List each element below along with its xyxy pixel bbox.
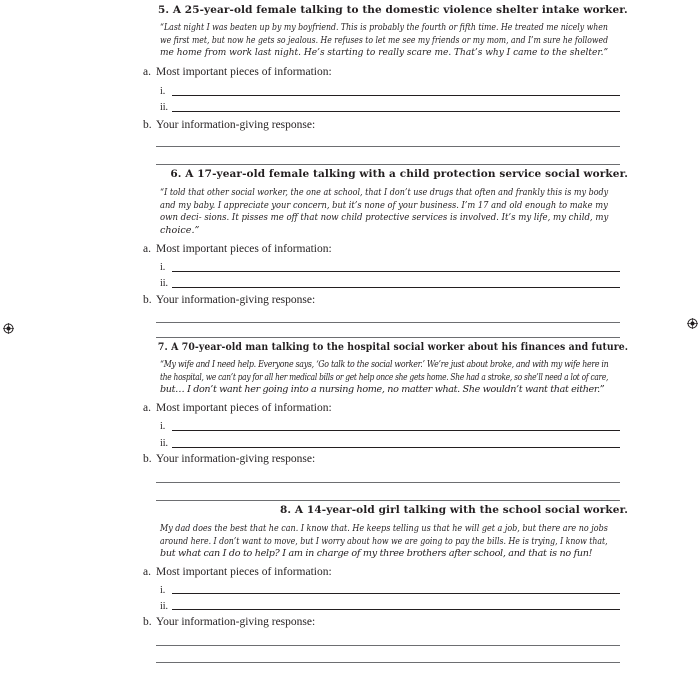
question-a <box>143 402 332 414</box>
quote-line: and my baby. I appreciate your concern, but it’s none of your business. I’m 17 and old enough to make my <box>160 199 608 211</box>
answer-line-i[interactable] <box>172 95 620 96</box>
scenario-title: 5. A 25-year-old female talking to the domestic violence shelter intake worker. <box>158 4 628 16</box>
question-a-label: Most important pieces of information: <box>156 402 332 414</box>
registration-mark-right-icon <box>687 318 698 329</box>
answer-line-ii[interactable] <box>172 447 620 448</box>
quote-line: but what can I do to help? I am in charge of my three brothers after school, and that is no fun! <box>160 548 593 560</box>
item-letter: b. <box>143 119 152 131</box>
question-b-label: Your information-giving response: <box>156 616 316 628</box>
quote-line: choice.” <box>160 224 200 236</box>
response-line-2[interactable] <box>156 662 620 663</box>
question-b <box>143 119 315 131</box>
registration-mark-left-icon <box>3 323 14 334</box>
question-a-label: Most important pieces of information: <box>156 566 332 578</box>
scenario-quote <box>160 22 608 60</box>
question-a <box>143 243 332 255</box>
response-line-1[interactable] <box>156 482 620 483</box>
question-b-label: Your information-giving response: <box>156 453 316 465</box>
answer-line-ii[interactable] <box>172 609 620 610</box>
response-line-1[interactable] <box>156 322 620 323</box>
answer-line-ii[interactable] <box>172 287 620 288</box>
answer-line-i[interactable] <box>172 593 620 594</box>
question-b <box>143 453 315 465</box>
quote-line: “My wife and I need help. Everyone says, ‘Go talk to the social worker.’ We’re just about broke, and with my wife here in <box>160 359 609 370</box>
question-b-label: Your information-giving response: <box>156 119 316 131</box>
quote-line: around here. I don’t want to move, but I worry about how we are going to pay the bills. He is trying, I know that, <box>160 535 608 547</box>
quote-line: My dad does the best that he can. I know that. He keeps telling us that he will get a job, but there are no jobs <box>160 523 608 534</box>
question-a-label: Most important pieces of information: <box>156 66 332 78</box>
question-b-label: Your information-giving response: <box>156 294 316 306</box>
response-line-2[interactable] <box>156 500 620 501</box>
item-letter: b. <box>143 616 152 628</box>
sub-item-i-label: i. <box>160 86 166 97</box>
sub-item-ii-label: ii. <box>160 601 169 612</box>
quote-line: “Last night I was beaten up by my boyfriend. This is probably the fourth or fifth time. He treated me nicely when <box>160 22 608 33</box>
item-letter: a. <box>143 243 151 255</box>
question-a <box>143 66 332 78</box>
item-letter: b. <box>143 453 152 465</box>
response-line-2[interactable] <box>156 337 620 338</box>
response-line-1[interactable] <box>156 645 620 646</box>
question-b <box>143 294 315 306</box>
item-letter: a. <box>143 402 151 414</box>
scenario-title: 7. A 70-year-old man talking to the hospital social worker about his finances and future. <box>157 341 628 353</box>
question-a-label: Most important pieces of information: <box>156 243 332 255</box>
quote-line: we first met, but now he gets so jealous. He refuses to let me see my friends or my mom, and I’m sure he followed <box>160 34 609 46</box>
answer-line-i[interactable] <box>172 271 620 272</box>
quote-line: but… I don’t want her going into a nursing home, no matter what. She wouldn’t want that either.” <box>160 384 605 396</box>
question-a <box>143 566 332 578</box>
sub-item-ii-label: ii. <box>160 278 169 289</box>
scenario-title: 8. A 14-year-old girl talking with the school social worker. <box>280 504 628 516</box>
sub-item-i-label: i. <box>160 421 166 432</box>
sub-item-ii-label: ii. <box>160 438 169 449</box>
item-letter: a. <box>143 566 151 578</box>
answer-line-ii[interactable] <box>172 111 620 112</box>
sub-item-ii-label: ii. <box>160 102 169 113</box>
scenario-quote <box>160 523 608 561</box>
scenario-quote <box>160 187 608 237</box>
answer-line-i[interactable] <box>172 430 620 431</box>
item-letter: b. <box>143 294 152 306</box>
response-line-1[interactable] <box>156 146 620 147</box>
sub-item-i-label: i. <box>160 262 166 273</box>
quote-line: own deci- sions. It pisses me off that now child protective services is involved. It’s my life, my child, my <box>160 212 609 224</box>
question-b <box>143 616 315 628</box>
quote-line: the hospital, we can’t pay for all her medical bills or get help once she gets home. She had a stroke, so she’ll need a lot of care, <box>160 371 609 383</box>
item-letter: a. <box>143 66 151 78</box>
response-line-2[interactable] <box>156 164 620 165</box>
quote-line: “I told that other social worker, the one at school, that I don’t use drugs that often and frankly this is my body <box>160 187 609 198</box>
sub-item-i-label: i. <box>160 585 166 596</box>
scenario-quote <box>160 359 608 397</box>
quote-line: me home from work last night. He’s starting to really scare me. That’s why I came to the shelter.” <box>160 47 609 59</box>
scenario-title: 6. A 17-year-old female talking with a child protection service social worker. <box>170 168 628 180</box>
